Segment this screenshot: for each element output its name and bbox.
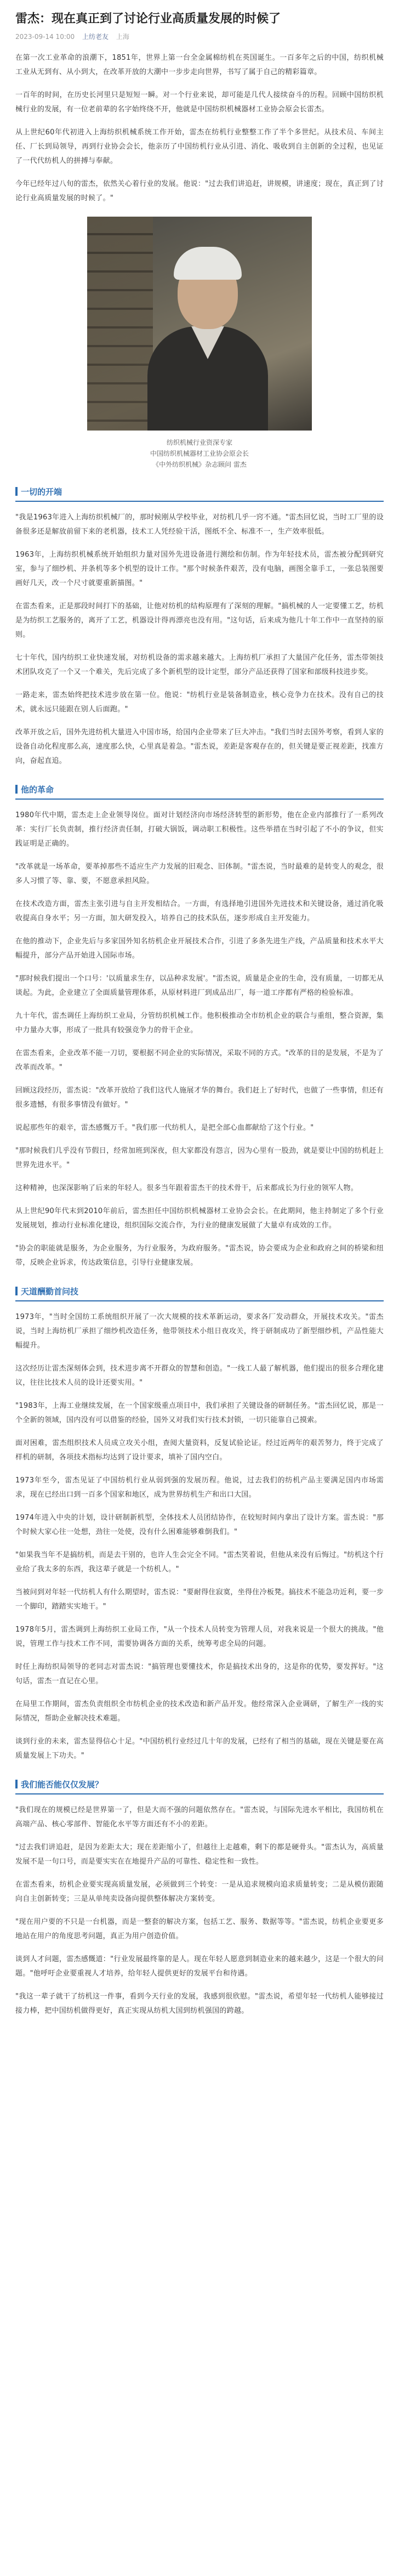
- paragraph: 时任上海纺织局领导的老同志对雷杰说："搞管理也要懂技术，你是搞技术出身的，这是你的优势，要发挥好。"这句话，雷杰一直记在心里。: [15, 1662, 384, 1685]
- portrait-figure: [15, 217, 384, 433]
- paragraph: 1973年至今，雷杰见证了中国纺机行业从弱到强的发展历程。他说，过去我们的纺机产品主要满足国内市场需求，现在已经出口到一百多个国家和地区，成为世界纺机生产和出口大国。: [15, 1476, 384, 1499]
- paragraph: "1983年，上海工业继续发展，在一个国家级重点项目中，我们承担了关键设备的研制任务。"雷杰回忆说，那是一个全新的领域，国内没有可以借鉴的经验，国外又对我们实行技术封锁，一切只能靠自己摸索。: [15, 1401, 384, 1424]
- paragraph: 今年已经年过八旬的雷杰，依然关心着行业的发展。他说："过去我们讲追赶，讲规模，讲速度；现在，真正到了讨论行业高质量发展的时候了。": [15, 179, 384, 202]
- paragraph: 在局里工作期间，雷杰负责组织全市纺机企业的技术改造和新产品开发。他经常深入企业调研，了解生产一线的实际情况，帮助企业解决技术难题。: [15, 1700, 384, 1723]
- paragraph: 在第一次工业革命的浪潮下，1851年，世界上第一台全金属棉纺机在英国诞生。一百多年之后的中国，纺织机械工业从无到有、从小到大，在改革开放的大潮中一步步走向世界，书写了属于自己的精彩篇章。: [15, 53, 384, 76]
- account-name-link[interactable]: 上纺老友: [82, 32, 109, 41]
- paragraph: "我们现在的规模已经是世界第一了，但是大而不强的问题依然存在。"雷杰说，与国际先进水平相比，我国纺机在高端产品、核心零部件、智能化水平等方面还有不小的差距。: [15, 1805, 384, 1828]
- paragraph: 在技术改造方面，雷杰主张引进与自主开发相结合。一方面，有选择地引进国外先进技术和关键设备，通过消化吸收提高自身水平；另一方面，加大研发投入，培养自己的技术队伍，逐步形成自主开发能力。: [15, 899, 384, 922]
- paragraph: 谈到行业的未来，雷杰显得信心十足。"中国纺机行业经过几十年的发展，已经有了相当的基础，现在关键是要在高质量发展上下功夫。": [15, 1737, 384, 1760]
- paragraph: 面对困难，雷杰组织技术人员成立攻关小组，查阅大量资料，反复试验论证。经过近两年的艰苦努力，终于完成了样机的研制，各项技术指标均达到了设计要求，填补了国内空白。: [15, 1439, 384, 1462]
- section-heading: [15, 783, 384, 800]
- section-title: 一切的开端: [21, 486, 62, 497]
- paragraph: "如果我当年不是搞纺机，而是去干别的，也许人生会完全不同。"雷杰笑着说，但他从来没有后悔过。"纺机这个行业给了我太多的东西，我这辈子就是一个纺机人。": [15, 1550, 384, 1573]
- paragraph: 1978年5月，雷杰调到上海纺织工业局工作，"从一个技术人员转变为管理人员，对我来说是一个很大的挑战。"他说，管理工作与技术工作不同，需要协调各方面的关系，统筹考虑全局的问题。: [15, 1625, 384, 1648]
- article-meta: [15, 32, 384, 41]
- section-divider: [15, 1793, 384, 1794]
- paragraph: 一百年的时间，在历史长河里只是短短一瞬。对一个行业来说，却可能是几代人接续奋斗的历程。回顾中国纺织机械行业的发展，有一位老前辈的名字始终绕不开，他就是中国纺织机械器材工业协会原会长雷杰。: [15, 90, 384, 114]
- article-title: 雷杰：现在真正到了讨论行业高质量发展的时候了: [15, 12, 281, 26]
- section-heading: [15, 1777, 384, 1794]
- portrait-photo: [87, 217, 312, 431]
- paragraph: 1963年，上海纺织机械系统开始组织力量对国外先进设备进行测绘和仿制。作为年轻技术员，雷杰被分配到研究室，参与了细纱机、并条机等多个机型的设计工作。"那个时候条件艰苦，没有电脑，画图全靠手工，一张总装图要画好几天，改一个尺寸就要重新描图。": [15, 550, 384, 587]
- paragraph: 谈到人才问题，雷杰感慨道："行业发展最终靠的是人。现在年轻人愿意到制造业来的越来越少，这是一个很大的问题。"他呼吁企业要重视人才培养，给年轻人提供更好的发展平台和待遇。: [15, 1955, 384, 1978]
- caption-line: 《中外纺织机械》杂志顾问 雷杰: [152, 461, 247, 469]
- paragraph: 改革开放之后，国外先进纺机大量进入中国市场，给国内企业带来了巨大冲击。"我们当时去国外考察，看到人家的设备自动化程度那么高，速度那么快，心里真是着急。"雷杰说，差距是客观存在的，但关键是要正视差距，找准方向，奋起直追。: [15, 728, 384, 765]
- paragraph: 这次经历让雷杰深刻体会到，技术进步离不开群众的智慧和创造。"一线工人最了解机器，他们提出的很多合理化建议，往往比技术人员的设计还要实用。": [15, 1364, 384, 1387]
- paragraph: 在他的推动下，企业先后与多家国外知名纺机企业开展技术合作，引进了多条先进生产线，产品质量和技术水平大幅提升，部分产品开始进入国际市场。: [15, 937, 384, 960]
- paragraph: 从上世纪60年代初进入上海纺织机械系统工作开始，雷杰在纺机行业整整工作了半个多世纪。从技术员、车间主任、厂长到局领导，再到行业协会会长，他亲历了中国纺机行业从引进、消化、吸收到自主创新的全过程，也见证了一代代纺机人的拼搏与奉献。: [15, 128, 384, 165]
- paragraph: "那时候我们提出一个口号：'以质量求生存，以品种求发展'。"雷杰说，质量是企业的生命，没有质量，一切都无从谈起。为此，企业建立了全面质量管理体系，从原材料进厂到成品出厂，每一道工序都有严格的检验标准。: [15, 974, 384, 997]
- paragraph: 在雷杰看来，企业改革不能一刀切，要根据不同企业的实际情况，采取不同的方式。"改革的目的是发展，不是为了改革而改革。": [15, 1049, 384, 1072]
- caption-line: 中国纺织机械器材工业协会原会长: [150, 450, 249, 458]
- section-marker-icon: [15, 785, 18, 794]
- paragraph: 回顾这段经历，雷杰说："改革开放给了我们这代人施展才华的舞台。我们赶上了好时代，也做了一些事情，但还有很多遗憾，有很多事情没有做好。": [15, 1086, 384, 1109]
- paragraph: 九十年代，雷杰调任上海纺织工业局，分管纺织机械工作。他积极推动全市纺机企业的联合与重组，整合资源，集中力量办大事，形成了一批具有较强竞争力的骨干企业。: [15, 1011, 384, 1034]
- intro-block: [15, 51, 384, 206]
- paragraph: "过去我们讲追赶，是因为差距太大；现在差距缩小了，但越往上走越难，剩下的都是硬骨头。"雷杰认为，高质量发展不是一句口号，而是要实实在在地提升产品的可靠性、稳定性和一致性。: [15, 1843, 384, 1866]
- section-divider: [15, 501, 384, 502]
- section-marker-icon: [15, 1287, 18, 1295]
- section-divider: [15, 799, 384, 800]
- caption-line: 纺织机械行业资深专家: [166, 438, 232, 446]
- paragraph: "我是1963年进入上海纺织机械厂的，那时候刚从学校毕业，对纺机几乎一窍不通。"雷杰回忆说，当时工厂里的设备很多还是解放前留下来的老机器，技术工人凭经验干活，图纸不全、标准不一，生产效率很低。: [15, 513, 384, 536]
- article-sections: [15, 485, 384, 2018]
- paragraph: "那时候我们几乎没有节假日，经常加班到深夜，但大家都没有怨言，因为心里有一股劲，就是要让中国的纺机赶上世界先进水平。": [15, 1146, 384, 1169]
- section-heading: [15, 1284, 384, 1301]
- paragraph: "协会的职能就是服务，为企业服务，为行业服务，为政府服务。"雷杰说，协会要成为企业和政府之间的桥梁和纽带，反映企业诉求，传达政策信息，引导行业健康发展。: [15, 1244, 384, 1267]
- paragraph: "现在用户要的不只是一台机器，而是一整套的解决方案，包括工艺、服务、数据等等。"雷杰说，纺机企业要更多地站在用户的角度思考问题，真正为用户创造价值。: [15, 1917, 384, 1940]
- section-marker-icon: [15, 487, 18, 496]
- paragraph: 在雷杰看来，纺机企业要实现高质量发展，必须做到三个转变：一是从追求规模向追求质量转变；二是从模仿跟随向自主创新转变；三是从单纯卖设备向提供整体解决方案转变。: [15, 1880, 384, 1903]
- paragraph: 七十年代，国内纺织工业快速发展，对纺机设备的需求越来越大。上海纺机厂承担了大量国产化任务，雷杰带领技术团队攻克了一个又一个难关，先后完成了多个新机型的设计定型，部分产品还获得了国家和部级科技进步奖。: [15, 653, 384, 676]
- section-divider: [15, 1300, 384, 1301]
- paragraph: "改革就是一场革命，要革掉那些不适应生产力发展的旧观念、旧体制。"雷杰说，当时最难的是转变人的观念，很多人习惯了等、靠、要，不愿意承担风险。: [15, 862, 384, 885]
- paragraph: "我这一辈子就干了纺机这一件事，看到今天行业的发展，我感到很欣慰。"雷杰说，希望年轻一代纺机人能够接过接力棒，把中国纺机做得更好，真正实现从纺机大国到纺机强国的跨越。: [15, 1992, 384, 2015]
- paragraph: 一路走来，雷杰始终把技术进步放在第一位。他说："纺机行业是装备制造业，核心竞争力在技术。没有自己的技术，就永远只能跟在别人后面跑。": [15, 690, 384, 714]
- paragraph: 1973年，"当时全国纺工系统组织开展了一次大规模的技术革新运动，要求各厂发动群众，开展技术攻关。"雷杰说，当时上海纺机厂承担了细纱机改造任务，他带领技术小组日夜攻关，终于研制成功了新型细纱机，产品性能大幅提升。: [15, 1312, 384, 1350]
- paragraph: 1980年代中期，雷杰走上企业领导岗位。面对计划经济向市场经济转型的新形势，他在企业内部推行了一系列改革：实行厂长负责制，推行经济责任制，打破大锅饭，调动职工积极性。这些举措在当时引起了不小的争议，但实践证明是正确的。: [15, 811, 384, 848]
- paragraph: 从上世纪90年代末到2010年前后，雷杰担任中国纺织机械器材工业协会会长。在此期间，他主持制定了多个行业发展规划，推动行业标准化建设，组织国际交流合作，为行业的健康发展做了大量卓有成效的工作。: [15, 1207, 384, 1230]
- section-title: 他的革命: [21, 784, 54, 795]
- paragraph: 说起那些年的艰辛，雷杰感慨万千。"我们那一代纺机人，是把全部心血都献给了这个行业。": [15, 1123, 314, 1132]
- paragraph: 在雷杰看来，正是那段时间打下的基础，让他对纺机的结构原理有了深刻的理解。"搞机械的人一定要懂工艺，纺机是为纺织工艺服务的，离开了工艺，机器设计得再漂亮也没有用。"这句话，后来成为他几十年工作中一直坚持的原则。: [15, 602, 384, 639]
- paragraph: 这种精神，也深深影响了后来的年轻人。很多当年跟着雷杰干的技术骨干，后来都成长为行业的领军人物。: [15, 1184, 358, 1192]
- portrait-caption: [15, 437, 384, 471]
- article-date: 2023-09-14 10:00: [15, 32, 75, 41]
- paragraph: 当被问到对年轻一代纺机人有什么期望时，雷杰说："要耐得住寂寞，坐得住冷板凳。搞技术不能急功近利，要一步一个脚印，踏踏实实地干。": [15, 1588, 384, 1611]
- paragraph: 1974年进入中央的计划，设计研制新机型，全体技术人员团结协作，在较短时间内拿出了设计方案。雷杰说："那个时候大家心往一处想，劲往一处使，没有什么困难能够难倒我们。": [15, 1513, 384, 1536]
- article-location: 上海: [116, 32, 129, 41]
- section-title: 天道酬勤首问技: [21, 1286, 79, 1297]
- section-marker-icon: [15, 1780, 18, 1788]
- section-heading: [15, 485, 384, 502]
- section-title: 我们能否能仅仅发展？: [21, 1779, 104, 1790]
